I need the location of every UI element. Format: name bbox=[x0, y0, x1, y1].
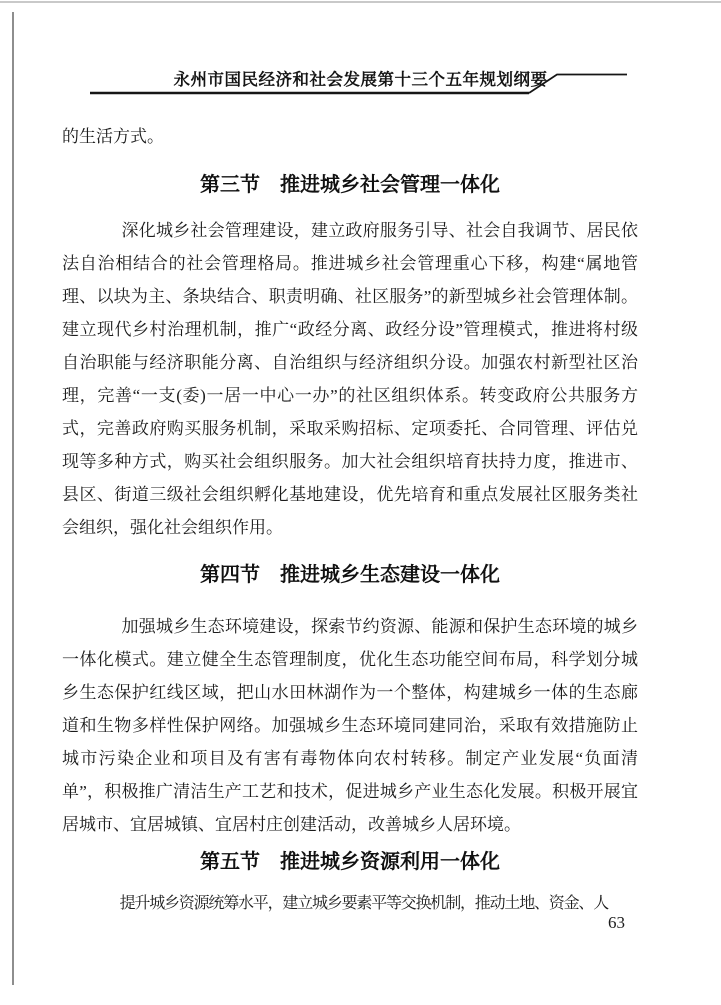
page-number: 63 bbox=[608, 913, 625, 932]
section-5-paragraph: 提升城乡资源统筹水平，建立城乡要素平等交换机制，推动土地、资金、人 bbox=[119, 895, 608, 912]
section-4-heading: 第四节 推进城乡生态建设一体化 bbox=[200, 564, 500, 586]
paragraph-continuation: 的生活方式。 bbox=[62, 127, 164, 146]
section-4-paragraph: 加强城乡生态环境建设，探索节约资源、能源和保护生态环境的城乡一体化模式。建立健全生态管理制度，优化生态功能空间布局，科学划分城乡生态保护红线区域，把山水田林湖作为一个整体，构建城乡一体的生态廊道和生物多样性保护网络。加强城乡生态环境同建同治，采取有效措施防止城市污染企业和项目及有害有毒物体向农村转移。制定产业发展“负面清单”，积极推广清洁生产工艺和技术，促进城乡产业生态化发展。积极开展宜居城市、宜居城镇、宜居村庄创建活动，改善城乡人居环境。 bbox=[62, 617, 638, 834]
scan-edge-left bbox=[12, 12, 14, 985]
header-rule-decoration bbox=[0, 0, 721, 110]
section-3-heading: 第三节 推进城乡社会管理一体化 bbox=[200, 174, 500, 196]
page-header-title: 永州市国民经济和社会发展第十三个五年规划纲要 bbox=[173, 70, 548, 89]
section-5-heading: 第五节 推进城乡资源利用一体化 bbox=[200, 851, 500, 873]
section-3-paragraph: 深化城乡社会管理建设，建立政府服务引导、社会自我调节、居民依法自治相结合的社会管理格局。推进城乡社会管理重心下移，构建“属地管理、以块为主、条块结合、职责明确、社区服务”的新型城乡社会管理体制。建立现代乡村治理机制，推广“政经分离、政经分设”管理模式，推进将村级自治职能与经济职能分离、自治组织与经济组织分设。加强农村新型社区治理，完善“一支(委)一居一中心一办”的社区组织体系。转变政府公共服务方式，完善政府购买服务机制，采取采购招标、定项委托、合同管理、评估兑现等多种方式，购买社会组织服务。加大社会组织培育扶持力度，推进市、县区、街道三级社会组织孵化基地建设，优先培育和重点发展社区服务类社会组织，强化社会组织作用。 bbox=[62, 221, 638, 537]
